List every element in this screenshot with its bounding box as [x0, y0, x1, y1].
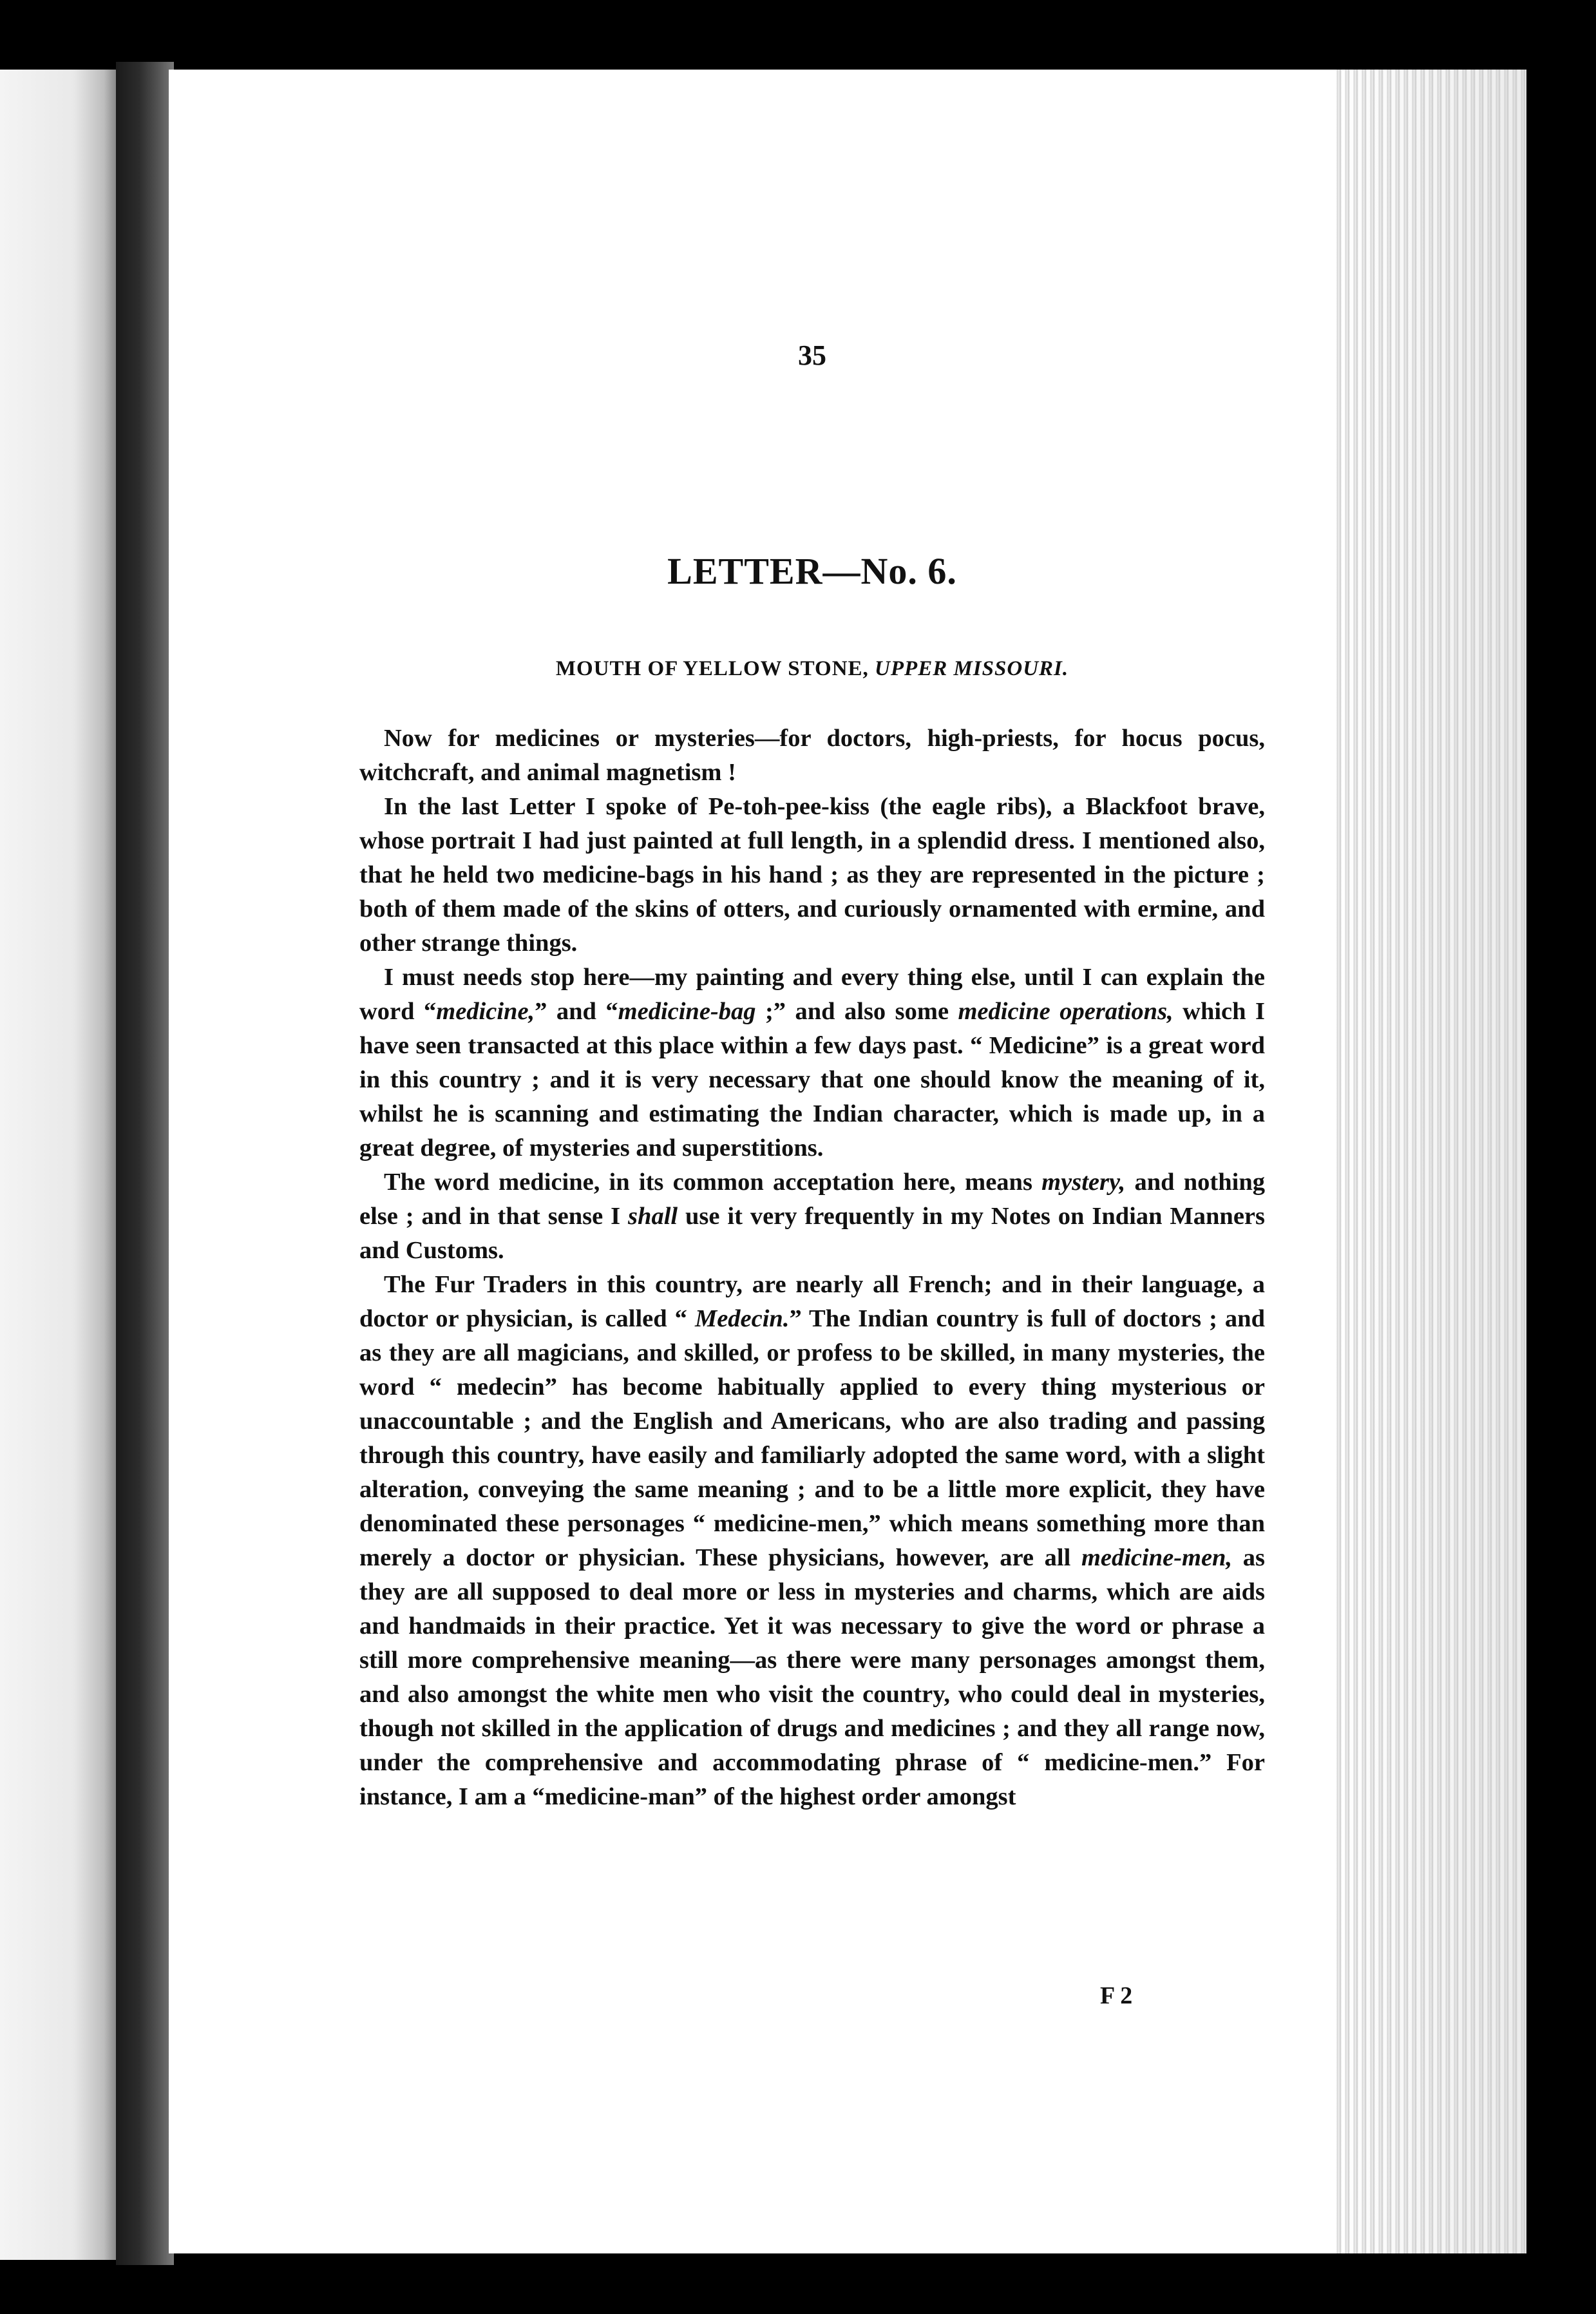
- paragraph-4: [359, 1165, 1265, 1268]
- p3-text-e: ;” and also some: [755, 998, 958, 1025]
- book-page: [169, 70, 1335, 2253]
- p5-italic-medecin: Medecin.: [694, 1305, 790, 1332]
- letter-title: LETTER—No. 6.: [667, 550, 957, 592]
- p3-italic-medicine: medicine,: [436, 998, 535, 1025]
- paragraph-5: [359, 1268, 1265, 1814]
- p5-text-a: The Fur Traders in this country, are nearly all French; and in their language, a doctor or physician, is called “: [359, 1271, 1265, 1332]
- place-name: MOUTH OF YELLOW STONE,: [555, 657, 869, 680]
- p5-italic-medicine-men: medicine-men,: [1081, 1544, 1233, 1571]
- facing-page-edge: [0, 70, 122, 2260]
- p5-text-c: ” The Indian country is full of doctors ; and as they are all magicians, and skilled, or profess to be skilled, in many mysteries, the word “ medecin” has become habitually applied to every thing mysterious or unaccountable ; and the English and Americans, who are also trading and passing through this country, have easily and familiarly adopted the same word, with a slight alteration, conveying the same meaning ; and to be a little more explicit, they have denominated these personages “ medicine-men,” which means something more than merely a doctor or physician. These physicians, however, are all: [359, 1305, 1266, 1571]
- p5-text-e: as they are all supposed to deal more or less in mysteries and charms, which are aids and handmaids in their practice. Yet it was necessary to give the word or phrase a still more comprehensive meaning—as there were many personages amongst them, and also amongst the white men who visit the country, who could deal in mysteries, though not skilled in the application of drugs and medicines ; and they all range now, under the comprehensive and accommodating phrase of “ medicine-men.” For instance, I am a “medicine-man” of the highest order amongst: [359, 1544, 1266, 1810]
- paragraph-1: Now for medicines or mysteries—for doctors, high-priests, for hocus pocus, witchcraft, and animal magnetism !: [359, 725, 1265, 786]
- p3-italic-medicine-bag: medicine-bag: [618, 998, 756, 1025]
- place-region: UPPER MISSOURI.: [875, 657, 1069, 680]
- p3-text-g: which I have seen transacted at this place within a few days past. “ Medicine” is a great word in this country ; and it is very necessary that one should know the meaning of it, whilst he is scanning and estimating the Indian character, which is made up, in a great degree, of mysteries and superstitions.: [359, 998, 1265, 1162]
- p3-italic-operations: medicine operations,: [958, 998, 1173, 1025]
- p3-text-a: I must needs stop here—my painting and every thing else, until I can explain the word “: [359, 964, 1265, 1025]
- printer-signature: F 2: [1100, 1982, 1133, 2009]
- p4-text-e: use it very frequently in my Notes on Indian Manners and Customs.: [359, 1203, 1265, 1264]
- p3-text-c: ” and “: [535, 998, 618, 1025]
- page-number: 35: [798, 339, 826, 371]
- p4-text-a: The word medicine, in its common acceptation here, means: [384, 1169, 1042, 1196]
- letter-body: [359, 722, 1265, 1814]
- paragraph-3: [359, 961, 1265, 1165]
- p4-text-c: and nothing else ; and in that sense I: [359, 1169, 1266, 1230]
- paragraph-2: In the last Letter I spoke of Pe-toh-pee-kiss (the eagle ribs), a Blackfoot brave, whose portrait I had just painted at full length, in a splendid dress. I mentioned also, that he held two medicine-bags in his hand ; as they are represented in the picture ; both of them made of the skins of otters, and curiously ornamented with ermine, and other strange things.: [359, 793, 1265, 957]
- place-heading: [359, 657, 1265, 681]
- p4-italic-shall: shall: [628, 1203, 678, 1230]
- page-stack-edge: [1333, 70, 1526, 2253]
- p4-italic-mystery: mystery,: [1041, 1169, 1126, 1196]
- book-gutter: [116, 62, 174, 2265]
